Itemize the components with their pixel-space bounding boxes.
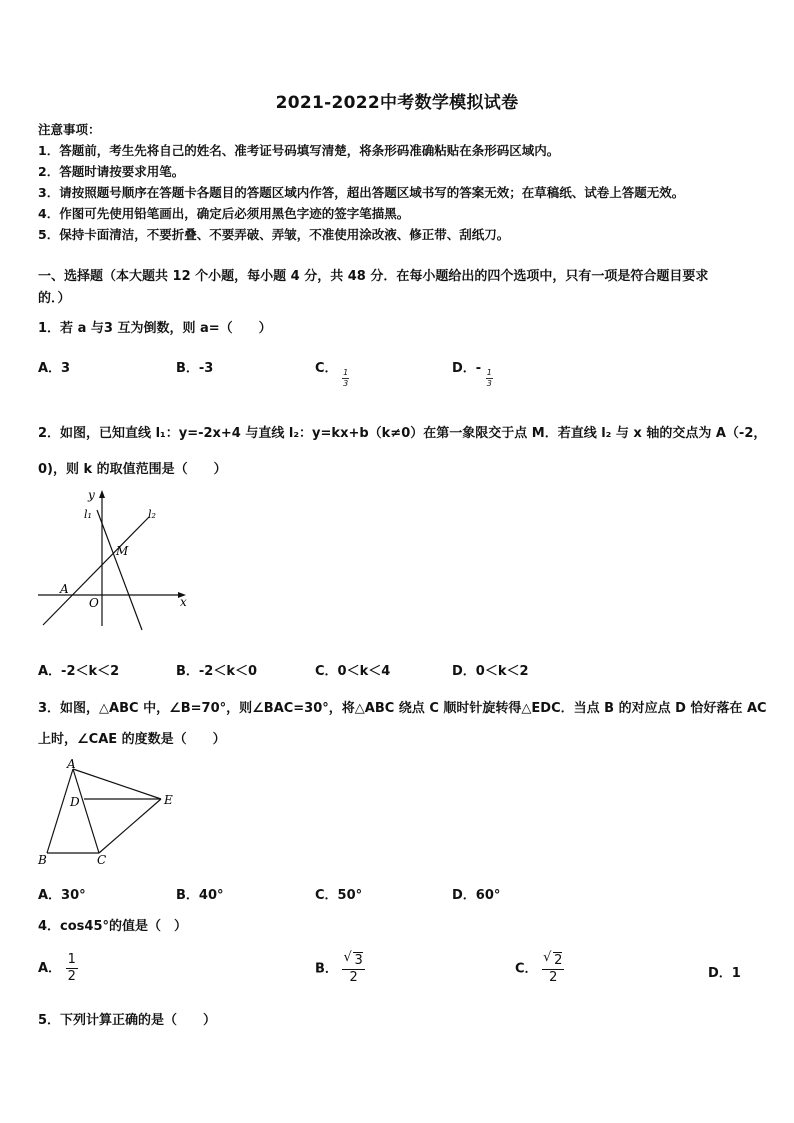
label-x: x bbox=[180, 595, 187, 609]
q4-option-b bbox=[315, 952, 365, 986]
q3-option-d: D．60° bbox=[452, 888, 501, 903]
label-d: D bbox=[70, 795, 80, 809]
q2-option-b: B．-2＜k＜0 bbox=[176, 664, 258, 679]
notice-heading: 注意事项： bbox=[38, 122, 101, 137]
label-c: C bbox=[97, 853, 107, 867]
section-heading-line2: 的．） bbox=[38, 291, 71, 306]
fraction-numerator bbox=[542, 952, 564, 970]
q3-option-c: C．50° bbox=[315, 888, 363, 903]
q1-option-c bbox=[315, 357, 349, 388]
question-1-stem: 1．若 a 与3 互为倒数，则 a=（ ） bbox=[38, 321, 272, 336]
label-o: O bbox=[89, 596, 99, 610]
q4-option-c-fraction bbox=[542, 952, 564, 986]
notice-item-3: 3．请按照题号顺序在答题卡各题目的答题区域内作答，超出答题区域书写的答案无效；在草稿纸、试卷上答题无效。 bbox=[38, 185, 685, 200]
fraction-denominator: 3 bbox=[486, 379, 492, 388]
fraction-denominator: 2 bbox=[67, 969, 76, 984]
question-3-stem-line1: 3．如图，△ABC 中，∠B=70°，则∠BAC=30°，将△ABC 绕点 C 顺时针旋转得△EDC．当点 B 的对应点 D 恰好落在 AC bbox=[38, 701, 767, 716]
fraction-numerator bbox=[342, 952, 364, 970]
q3-option-b: B．40° bbox=[176, 888, 224, 903]
side-ce bbox=[99, 799, 161, 853]
q4-option-b-label: B． bbox=[315, 961, 338, 977]
question-3-stem-line2: 上时，∠CAE 的度数是（ ） bbox=[38, 732, 226, 747]
q1-option-b: B．-3 bbox=[176, 361, 214, 376]
q1-option-d-label: D．- bbox=[452, 361, 482, 376]
q2-option-c: C．0＜k＜4 bbox=[315, 664, 391, 679]
label-a: A bbox=[60, 582, 69, 596]
q3-option-a: A．30° bbox=[38, 888, 86, 903]
question-2-stem-line1: 2．如图，已知直线 l₁：y=-2x+4 与直线 l₂：y=kx+b（k≠0）在第一象限交于点 M．若直线 l₂ 与 x 轴的交点为 A（-2， bbox=[38, 426, 767, 441]
q4-option-b-fraction bbox=[342, 952, 364, 986]
q2-option-d: D．0＜k＜2 bbox=[452, 664, 529, 679]
q4-option-c bbox=[515, 952, 564, 986]
fraction-numerator: 1 bbox=[343, 368, 349, 377]
q2-figure bbox=[34, 484, 194, 634]
fraction-numerator: 1 bbox=[67, 952, 76, 967]
q2-option-a: A．-2＜k＜2 bbox=[38, 664, 120, 679]
label-e: E bbox=[164, 793, 173, 807]
section-heading-line1: 一、选择题（本大题共 12 个小题，每小题 4 分，共 48 分．在每小题给出的四个选项中，只有一项是符合题目要求 bbox=[38, 269, 709, 284]
y-axis-arrow bbox=[99, 490, 105, 498]
sqrt-radicand: √ 3 bbox=[353, 952, 362, 969]
q4-option-a bbox=[38, 952, 78, 985]
question-2-stem-line2: 0)，则 k 的取值范围是（ ） bbox=[38, 462, 227, 477]
q4-option-a-label: A． bbox=[38, 961, 62, 976]
q3-figure bbox=[34, 756, 184, 870]
fraction-denominator: 2 bbox=[349, 970, 358, 985]
side-ca bbox=[73, 769, 99, 853]
label-l2: l₂ bbox=[148, 508, 156, 521]
side-ab bbox=[47, 769, 73, 853]
notice-item-4: 4．作图可先使用铅笔画出，确定后必须用黑色字迹的签字笔描黑。 bbox=[38, 206, 410, 221]
q1-option-a: A．3 bbox=[38, 361, 71, 376]
label-y: y bbox=[88, 488, 95, 502]
q4-option-c-label: C． bbox=[515, 961, 538, 977]
label-l1: l₁ bbox=[84, 508, 92, 521]
q1-option-c-fraction bbox=[342, 368, 349, 389]
sqrt-radicand: √ 2 bbox=[553, 952, 562, 969]
q4-option-a-fraction bbox=[66, 952, 78, 985]
fraction-numerator: 1 bbox=[486, 368, 492, 377]
notice-item-2: 2．答题时请按要求用笔。 bbox=[38, 164, 185, 179]
q1-option-d-fraction bbox=[486, 368, 493, 389]
label-a: A bbox=[67, 757, 76, 771]
q1-option-d bbox=[452, 357, 493, 388]
exam-title: 2021-2022中考数学模拟试卷 bbox=[275, 93, 519, 113]
question-5-stem: 5．下列计算正确的是（ ） bbox=[38, 1013, 217, 1028]
notice-item-1: 1．答题前，考生先将自己的姓名、准考证号码填写清楚，将条形码准确粘贴在条形码区域内。 bbox=[38, 143, 560, 158]
label-m: M bbox=[116, 544, 129, 558]
side-ae bbox=[73, 769, 161, 799]
fraction-denominator: 2 bbox=[549, 970, 558, 985]
fraction-denominator: 3 bbox=[343, 379, 349, 388]
q1-option-c-label: C． bbox=[315, 361, 338, 376]
q4-option-d: D．1 bbox=[708, 966, 741, 981]
notice-item-5: 5．保持卡面清洁，不要折叠、不要弄破、弄皱，不准使用涂改液、修正带、刮纸刀。 bbox=[38, 227, 510, 242]
question-4-stem: 4．cos45°的值是（ ） bbox=[38, 919, 188, 934]
label-b: B bbox=[38, 853, 47, 867]
line-l1 bbox=[97, 510, 142, 630]
